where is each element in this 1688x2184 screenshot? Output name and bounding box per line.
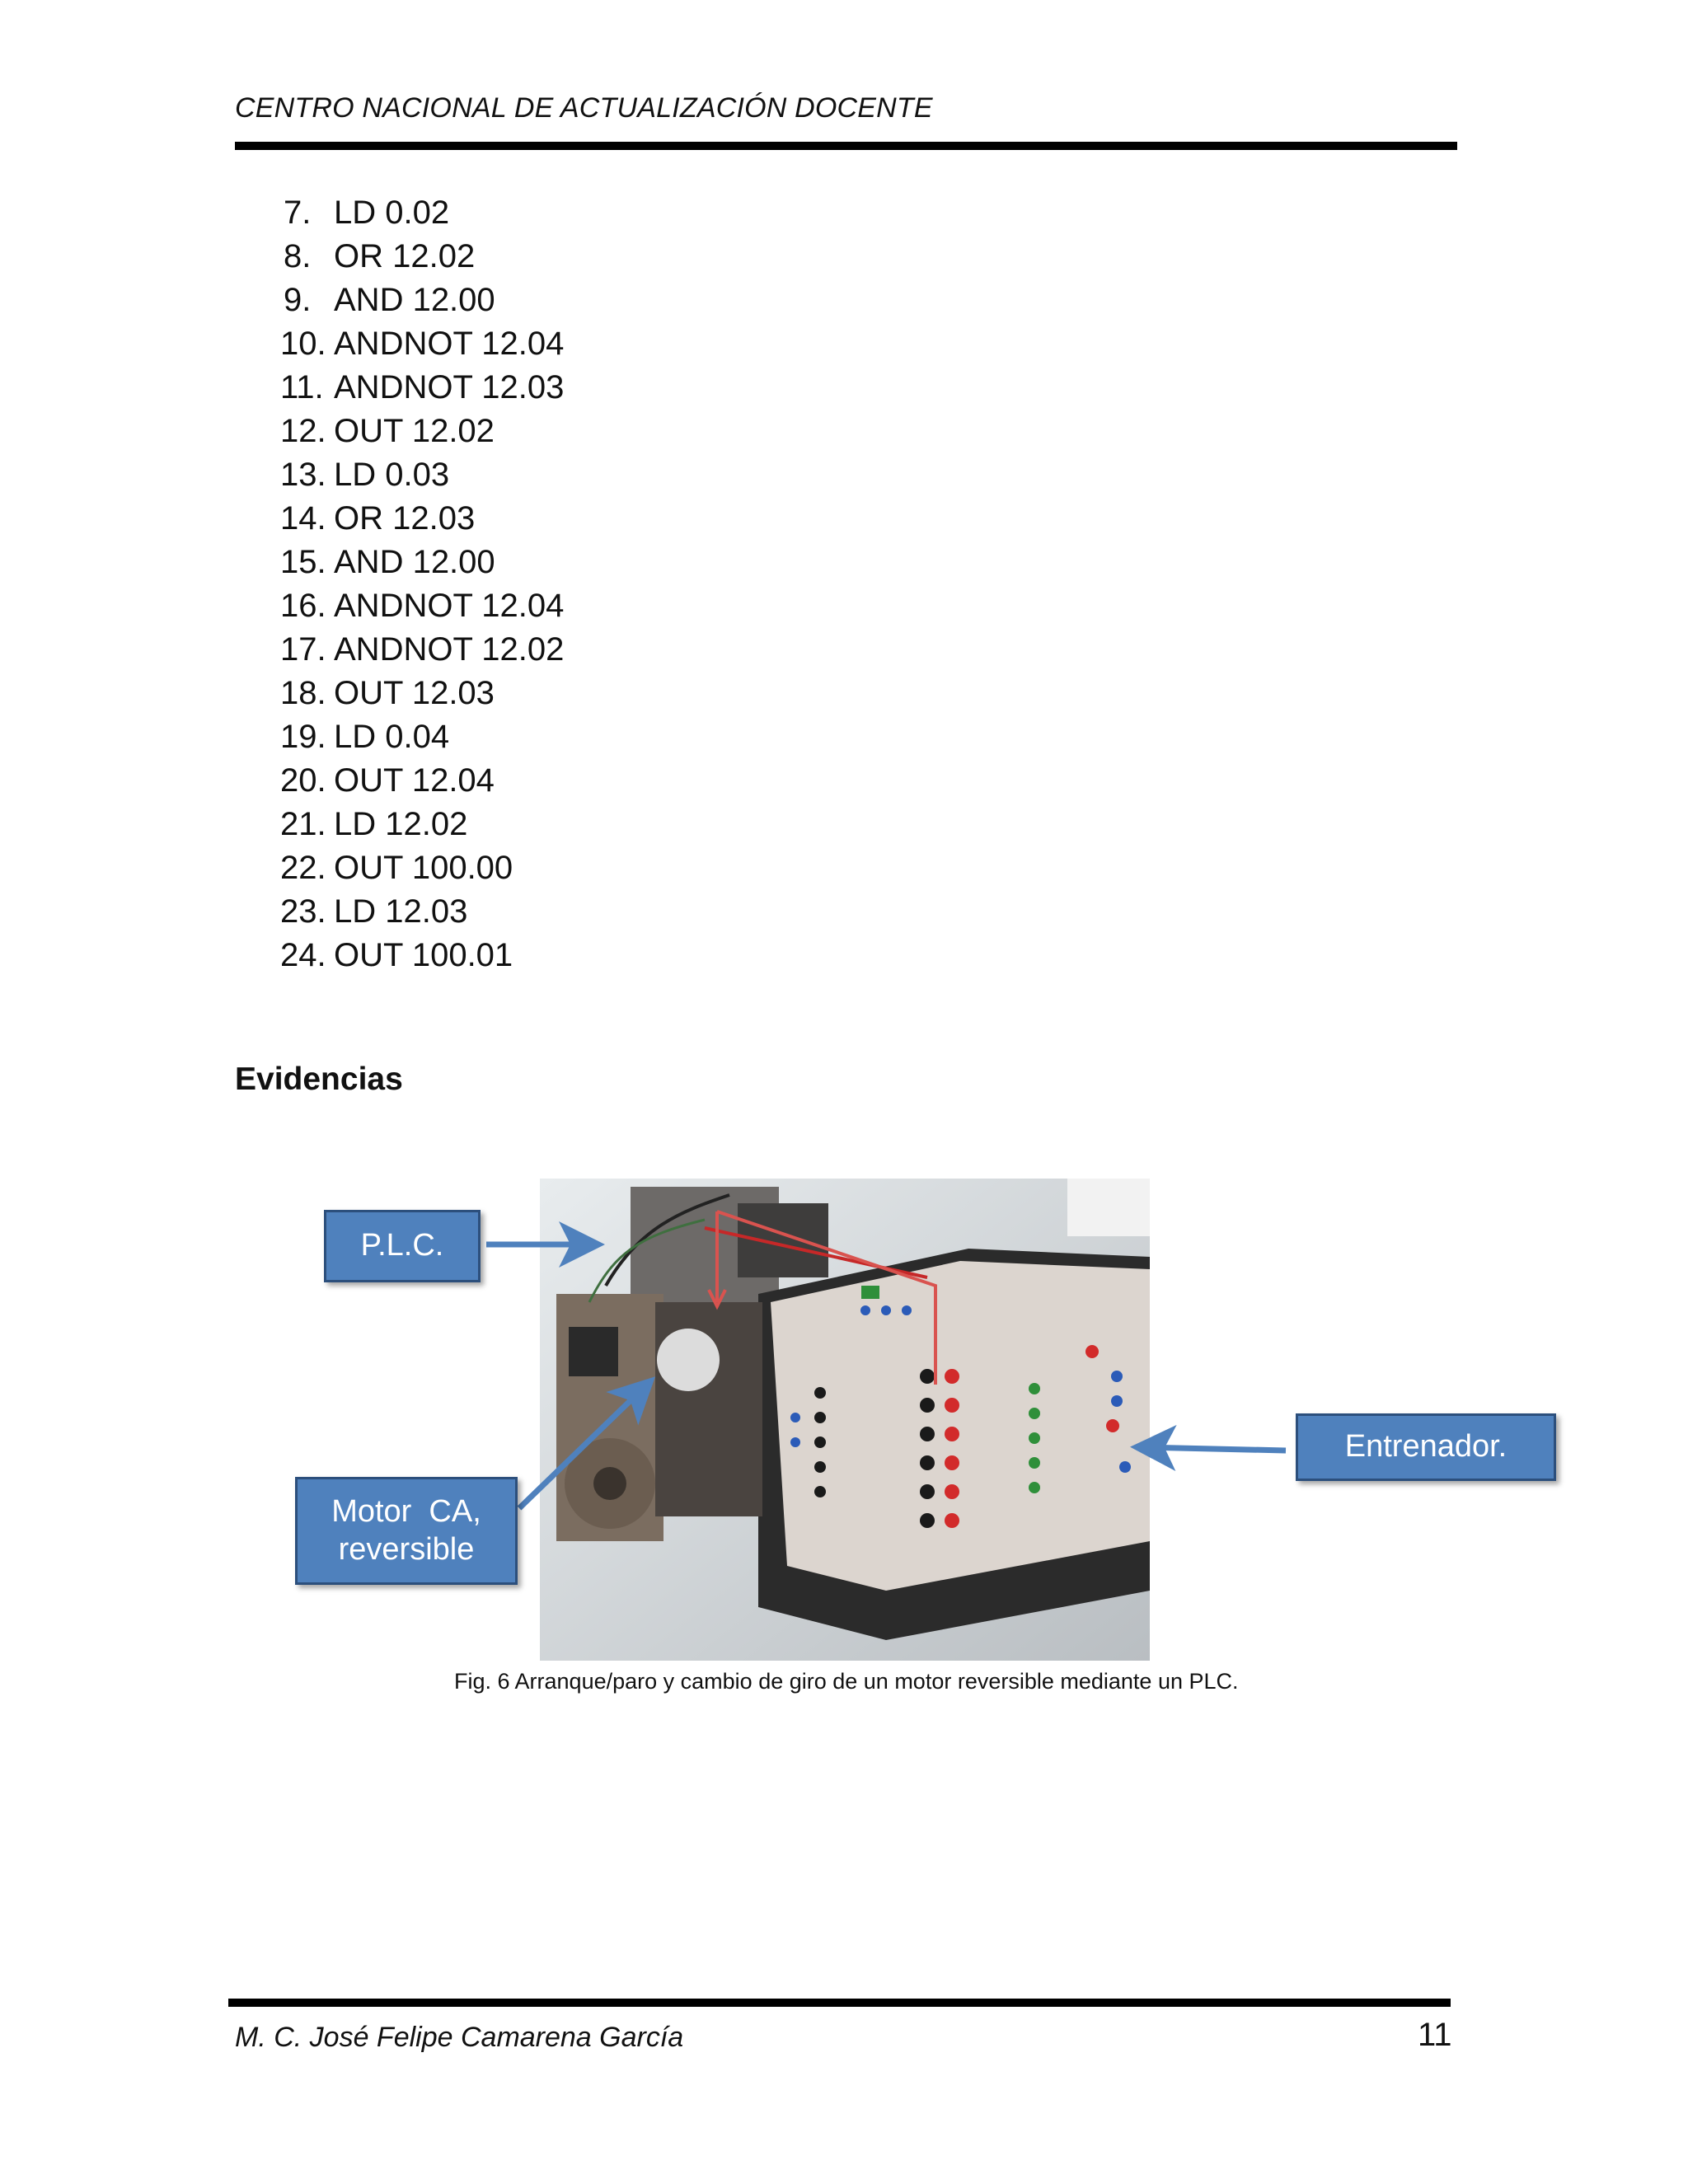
list-item-number: 14. [280,500,326,537]
list-item-number: 8. [284,238,312,274]
callout-trainer [1296,1413,1556,1481]
page-number: 11 [1418,2017,1452,2053]
footer-rule [228,1999,1451,2007]
list-item-text: LD 0.04 [334,719,450,755]
list-item-number: 16. [280,588,326,624]
list-item-text: ANDNOT 12.04 [334,326,565,362]
arrow-motor [519,1385,647,1508]
figure-caption: Fig. 6 Arranque/paro y cambio de giro de un motor reversible mediante un PLC. [454,1669,1239,1694]
list-item-text: OUT 100.00 [334,850,513,886]
list-item-number: 13. [280,457,326,493]
callout-motor-line2: reversible [338,1531,475,1567]
callout-plc-label: P.L.C. [360,1228,444,1263]
list-item-text: AND 12.00 [334,544,495,580]
callout-trainer-label: Entrenador. [1344,1429,1507,1465]
list-item-number: 20. [280,762,326,799]
list-item-number: 19. [280,719,326,755]
list-item-number: 24. [280,937,326,973]
list-item-text: LD 0.02 [334,194,450,231]
callout-motor [295,1477,518,1585]
list-item-text: OUT 12.04 [334,762,495,799]
callout-motor-line1: Motor CA, [331,1493,481,1529]
list-item-number: 7. [284,194,312,231]
list-item-text: OUT 100.01 [334,937,513,973]
list-item-number: 18. [280,675,326,711]
list-item-number: 11. [280,369,324,405]
list-item-text: ANDNOT 12.02 [334,631,565,668]
list-item-number: 17. [280,631,326,668]
list-item-text: LD 0.03 [334,457,450,493]
list-item-number: 21. [280,806,326,842]
list-item-text: OUT 12.02 [334,413,495,449]
list-item-number: 22. [280,850,326,886]
header-title: CENTRO NACIONAL DE ACTUALIZACIÓN DOCENTE [235,92,933,124]
list-item-text: ANDNOT 12.03 [334,369,565,405]
footer-author: M. C. José Felipe Camarena García [235,2022,684,2053]
list-item-text: LD 12.02 [334,806,468,842]
list-item-text: AND 12.00 [334,282,495,318]
list-item-text: OR 12.02 [334,238,476,274]
arrow-trainer [1142,1447,1286,1451]
list-item-number: 10. [280,326,326,362]
list-item-text: OUT 12.03 [334,675,495,711]
list-item-number: 12. [280,413,326,449]
list-item-text: OR 12.03 [334,500,476,537]
list-item-number: 23. [280,893,326,930]
list-item-number: 9. [284,282,312,318]
callout-plc [324,1210,481,1282]
section-heading: Evidencias [235,1062,403,1097]
list-item-text: ANDNOT 12.04 [334,588,565,624]
list-item-text: LD 12.03 [334,893,468,930]
list-item-number: 15. [280,544,326,580]
